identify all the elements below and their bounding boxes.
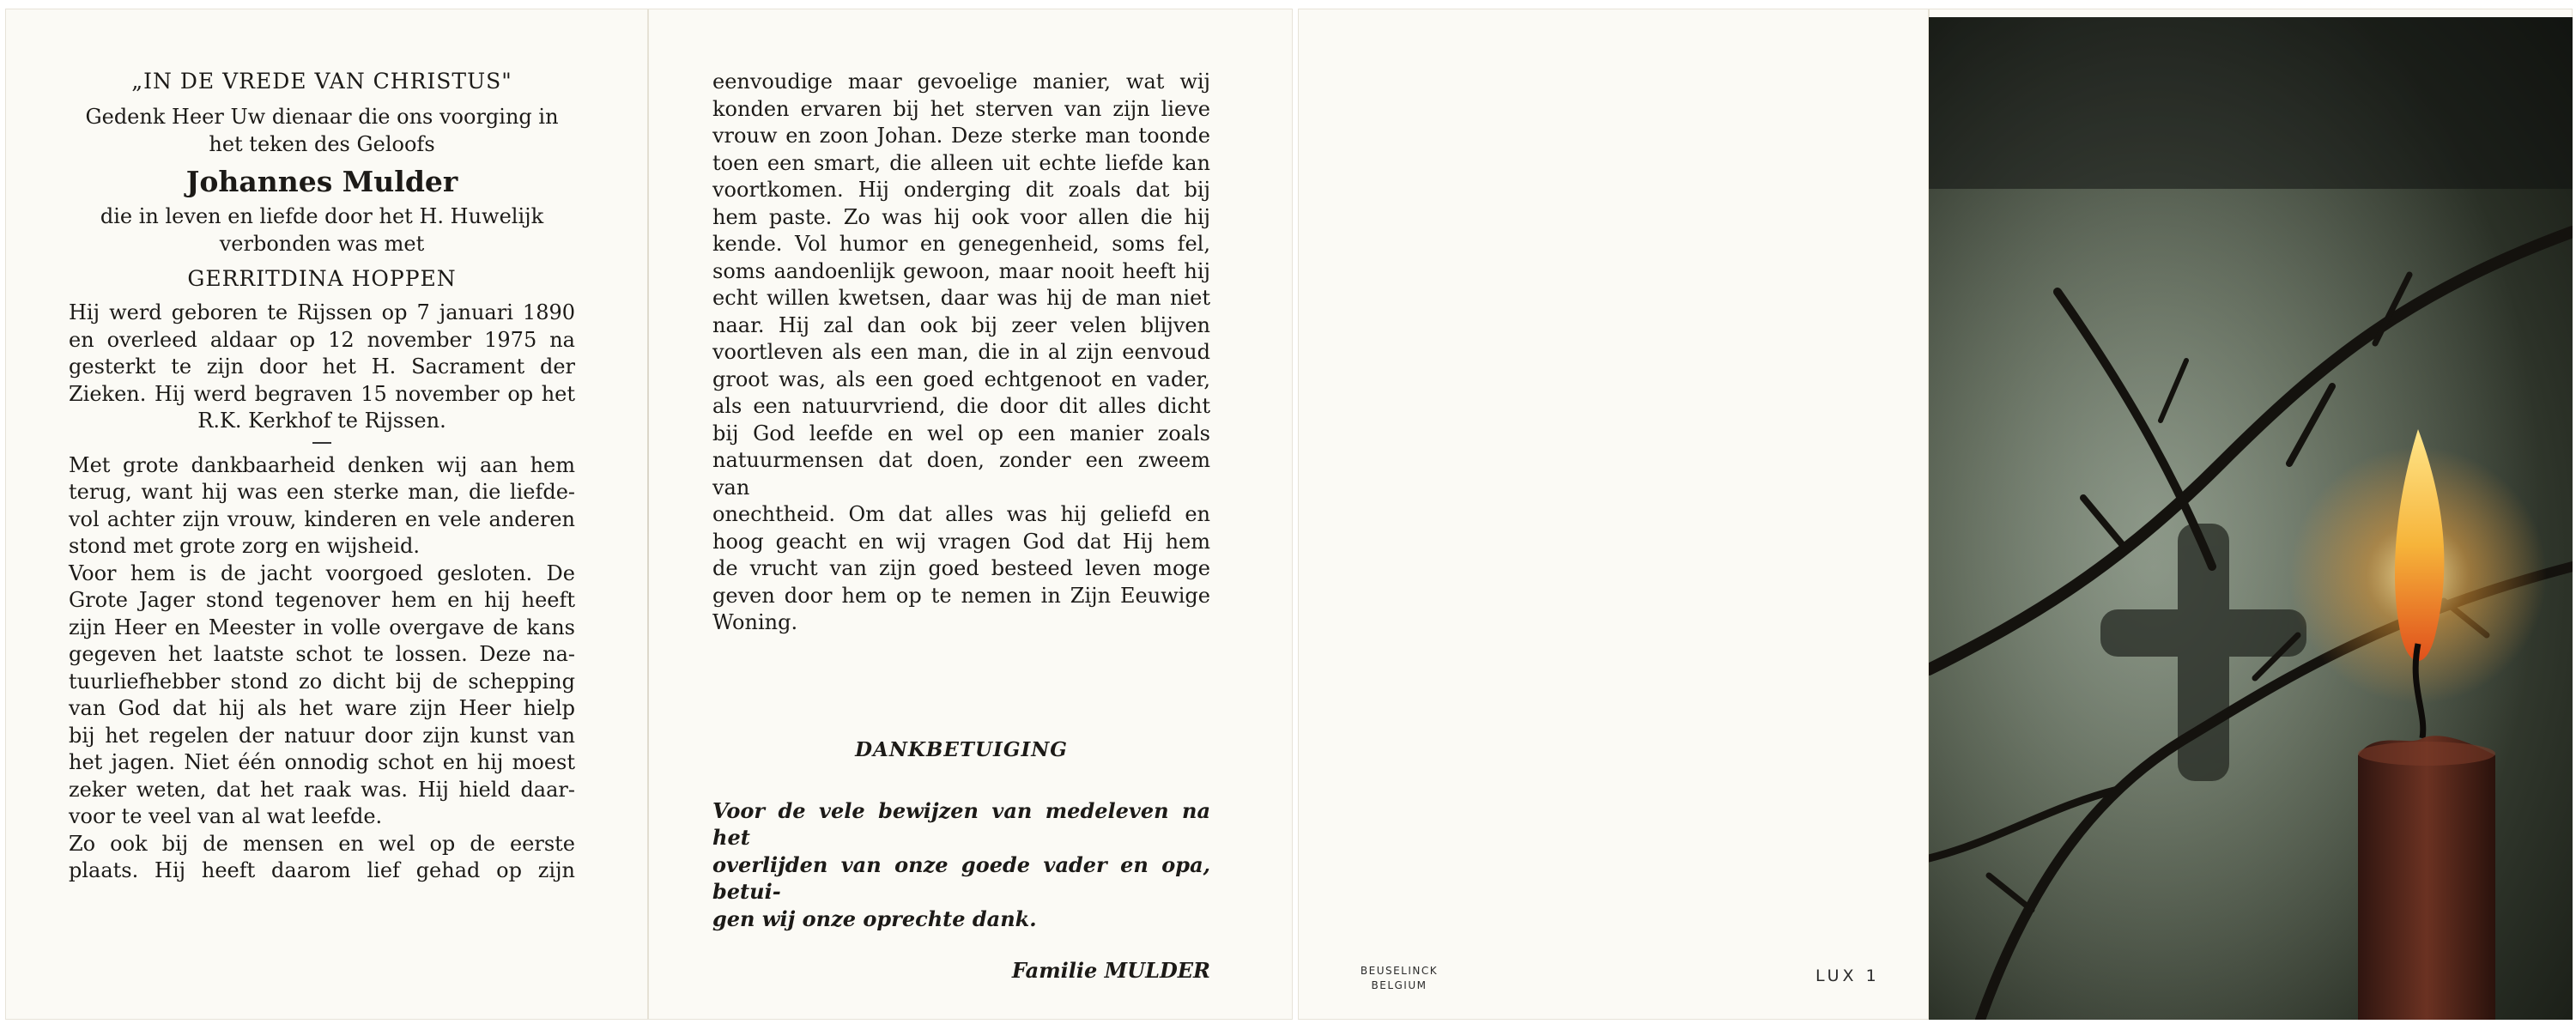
text-line: natuurmensen dat doen, zonder een zweem van: [712, 448, 1210, 500]
para-line: Zo ook bij de mensen en wel op de eerste: [69, 831, 575, 856]
bio-line: R.K. Kerkhof te Rijssen.: [197, 409, 446, 433]
text-line: soms aandoenlijk gewoon, maar nooit heeft hij: [712, 258, 1210, 283]
paragraph-3: [69, 831, 575, 885]
para-line: vol achter zijn vrouw, kinderen en vele anderen: [69, 506, 575, 531]
text-line: voortkomen. Hij onderging dit zoals dat bij: [712, 178, 1210, 202]
ack-line: Voor de vele bewijzen van medeleven na het: [712, 797, 1210, 850]
para-line: gegeven het laatste schot te lossen. Deze na-: [69, 642, 575, 666]
text-line: naar. Hij zal dan ook bij zeer velen blijven: [712, 312, 1210, 337]
left-page: [69, 69, 575, 885]
candle-thorns-cross-photo: [1929, 17, 2573, 1020]
para-line: Grote Jager stond tegenover hem en hij heeft: [69, 588, 575, 612]
middle-page: [712, 69, 1210, 983]
text-line: echt willen kwetsen, daar was hij de man niet: [712, 286, 1210, 310]
paragraph-2: [69, 560, 575, 831]
acknowledgement-title: DANKBETUIGING: [855, 737, 1068, 761]
bio-line: Zieken. Hij werd begraven 15 november op het: [69, 381, 575, 406]
para-line: zeker weten, dat het raak was. Hij hield daar-: [69, 777, 575, 802]
family-signature: Familie MULDER: [1011, 958, 1210, 983]
text-line: kende. Vol humor en genegenheid, soms fel,: [712, 232, 1210, 256]
spouse-name: GERRITDINA HOPPEN: [187, 266, 457, 291]
para-line: Met grote dankbaarheid denken wij aan hem: [69, 452, 575, 477]
marriage-line: die in leven en liefde door het H. Huwelijk: [100, 204, 544, 228]
text-line: hoog geacht en wij vragen God dat Hij hem: [712, 529, 1210, 554]
ack-line: gen wij onze oprechte dank.: [712, 906, 1037, 931]
printer-imprint: [1348, 964, 1451, 993]
bio-line: en overleed aldaar op 12 november 1975 na: [69, 327, 575, 352]
bio-line: Hij werd geboren te Rijssen op 7 januari 1890: [69, 300, 575, 324]
text-line: voortleven als een man, die in al zijn eenvoud: [712, 340, 1210, 364]
text-line: de vrucht van zijn goed besteed leven moge: [712, 556, 1210, 580]
para-line: Voor hem is de jacht voorgoed gesloten. De: [69, 560, 575, 585]
text-line: onechtheid. Om dat alles was hij geliefd en: [712, 502, 1210, 526]
text-line: vrouw en zoon Johan. Deze sterke man toonde: [712, 124, 1210, 148]
text-line: als een natuurvriend, die door dit alles dicht: [712, 394, 1210, 418]
series-number: LUX 1: [1815, 966, 1880, 985]
text-line: hem paste. Zo was hij ook voor allen die hij: [712, 204, 1210, 229]
paragraph-1: [69, 452, 575, 560]
acknowledgement-text: [712, 797, 1210, 933]
intro-line: het teken des Geloofs: [209, 131, 435, 156]
continued-text: [712, 69, 1210, 609]
para-line: zijn Heer en Meester in volle overgave de kans: [69, 615, 575, 639]
text-line: bij God leefde en wel op een manier zoals: [712, 421, 1210, 445]
bio-line: gesterkt te zijn door het H. Sacrament der: [69, 354, 575, 379]
para-line: stond met grote zorg en wijsheid.: [69, 534, 421, 558]
printer-country: BELGIUM: [1371, 979, 1427, 991]
text-line: Woning.: [712, 610, 798, 634]
text-line: konden ervaren bij het sterven van zijn lieve: [712, 96, 1210, 121]
printer-name: BEUSELINCK: [1360, 965, 1439, 977]
para-line: terug, want hij was een sterke man, die liefde-: [69, 480, 575, 504]
para-line: voor te veel van al wat leefde.: [69, 804, 383, 828]
biography: [69, 300, 575, 435]
marriage-line: verbonden was met: [219, 231, 425, 256]
para-line: tuurliefhebber stond zo dicht bij de schepping: [69, 669, 575, 694]
text-line: toen een smart, die alleen uit echte liefde kan: [712, 150, 1210, 175]
text-line: eenvoudige maar gevoelige manier, wat wij: [712, 70, 1210, 94]
ack-line: overlijden van onze goede vader en opa, betui-: [712, 851, 1210, 904]
para-line: het jagen. Niet één onnodig schot en hij moest: [69, 750, 575, 774]
deceased-name: Johannes Mulder: [185, 165, 458, 198]
text-line: groot was, als een goed echtgenoot en vader,: [712, 367, 1210, 391]
para-line: bij het regelen der natuur door zijn kunst van: [69, 723, 575, 748]
heading: „IN DE VREDE VAN CHRISTUS": [131, 69, 512, 94]
card-fold-left: [647, 9, 649, 1020]
text-line: geven door hem op te nemen in Zijn Eeuwige: [712, 583, 1210, 608]
intro-line: Gedenk Heer Uw dienaar die ons voorging in: [85, 105, 559, 129]
para-line: van God dat hij als het ware zijn Heer hielp: [69, 696, 575, 720]
para-line: plaats. Hij heeft daarom lief gehad op zijn: [69, 858, 575, 882]
photo-illustration: [1929, 17, 2573, 1020]
divider: [312, 442, 331, 444]
